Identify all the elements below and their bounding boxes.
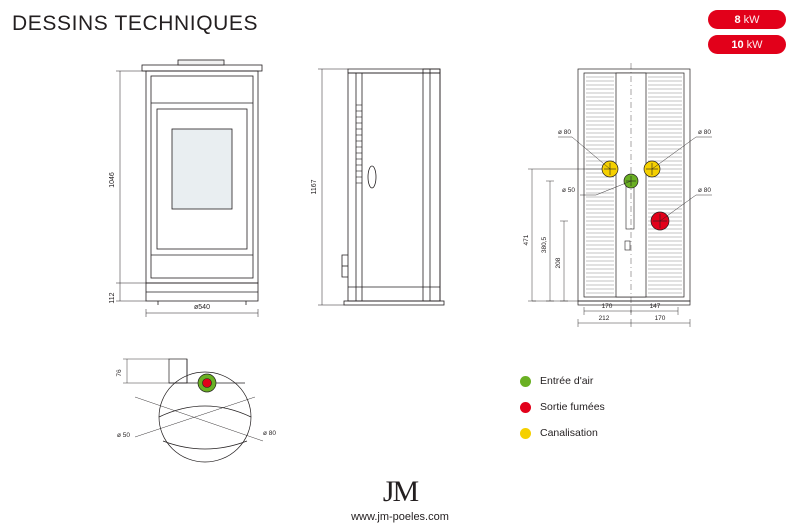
rear-dim-147: 147 — [649, 303, 661, 310]
power-badge-10kw-unit: kW — [746, 38, 763, 51]
rear-port-label-1: ø 80 — [558, 129, 572, 136]
rear-dim-212: 212 — [598, 315, 610, 322]
front-base-dim: 112 — [109, 292, 116, 304]
rear-dim-170-right: 170 — [654, 315, 666, 322]
red-dot-icon — [520, 402, 531, 413]
power-badge-8kw-value: 8 — [734, 13, 741, 26]
rear-dim-208: 208 — [555, 257, 562, 269]
rear-port-label-2: ø 80 — [698, 129, 712, 136]
top-dim-right: ø 80 — [263, 430, 277, 437]
legend-label-entree-air: Entrée d'air — [540, 375, 594, 387]
rear-dim-170-left: 170 — [601, 303, 613, 310]
top-dim-left: ø 50 — [117, 432, 131, 439]
front-width-dim: ø540 — [194, 304, 210, 311]
power-badges — [708, 10, 786, 54]
legend-item-sortie-fumees — [520, 394, 605, 420]
legend-label-sortie-fumees: Sortie fumées — [540, 401, 605, 413]
front-height-dim: 1046 — [109, 172, 116, 188]
rear-port-label-4: ø 80 — [698, 187, 712, 194]
power-badge-10kw — [708, 35, 786, 54]
footer — [0, 477, 800, 523]
top-view-drawing — [95, 345, 315, 480]
rear-dim-380-5: 380,5 — [541, 236, 548, 254]
top-port-sortie-fumees — [203, 379, 212, 388]
power-badge-8kw-unit: kW — [743, 13, 760, 26]
rear-dim-471: 471 — [523, 234, 530, 246]
brand-logo: JM — [382, 475, 418, 508]
yellow-dot-icon — [520, 428, 531, 439]
rear-port-label-3: ø 50 — [562, 187, 576, 194]
side-elevation-drawing — [300, 55, 480, 320]
page-title: DESSINS TECHNIQUES — [12, 12, 259, 35]
legend-item-canalisation — [520, 420, 605, 446]
website-url: www.jm-poeles.com — [351, 511, 449, 523]
power-badge-10kw-value: 10 — [731, 38, 744, 51]
green-dot-icon — [520, 376, 531, 387]
rear-elevation-drawing — [500, 55, 760, 330]
legend-item-entree-air — [520, 368, 605, 394]
side-height-dim: 1167 — [311, 179, 318, 195]
top-dim-76: 76 — [116, 369, 123, 377]
front-elevation-drawing — [100, 55, 300, 320]
power-badge-8kw — [708, 10, 786, 29]
legend — [520, 368, 605, 446]
legend-label-canalisation: Canalisation — [540, 427, 598, 439]
